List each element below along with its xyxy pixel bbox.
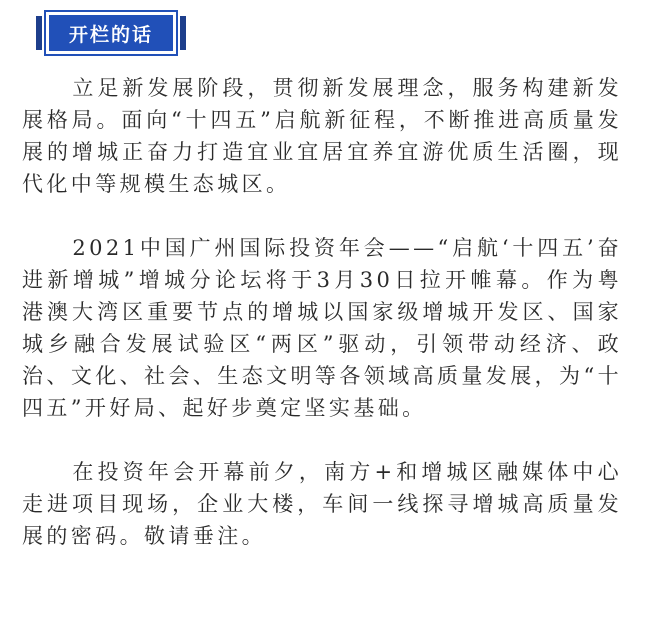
paragraph-3: 在投资年会开幕前夕，南方+和增城区融媒体中心走进项目现场，企业大楼，车间一线探寻增城高质量发展的密码。敬请垂注。 (22, 460, 622, 548)
banner-left-bar (36, 16, 42, 50)
banner-box (46, 12, 176, 54)
paragraph-1: 立足新发展阶段，贯彻新发展理念，服务构建新发展格局。面向“十四五”启航新征程，不断推进高质量发展的增城正奋力打造宜业宜居宜养宜游优质生活圈，现代化中等规模生态城区。 (22, 76, 622, 196)
paragraph-2: 2021中国广州国际投资年会——“启航‘十四五’奋进新增城”增城分论坛将于3月30日拉开帷幕。作为粤港澳大湾区重要节点的增城以国家级增城开发区、国家城乡融合发展试验区“两区”驱动，引领带动经济、政治、文化、社会、生态文明等各领域高质量发展，为“十四五”开好局、起好步奠定坚实基础。 (22, 236, 622, 420)
article-body (22, 72, 622, 584)
column-banner (36, 12, 186, 54)
banner-title: 开栏的话 (68, 23, 153, 46)
banner-right-bar (180, 16, 186, 50)
